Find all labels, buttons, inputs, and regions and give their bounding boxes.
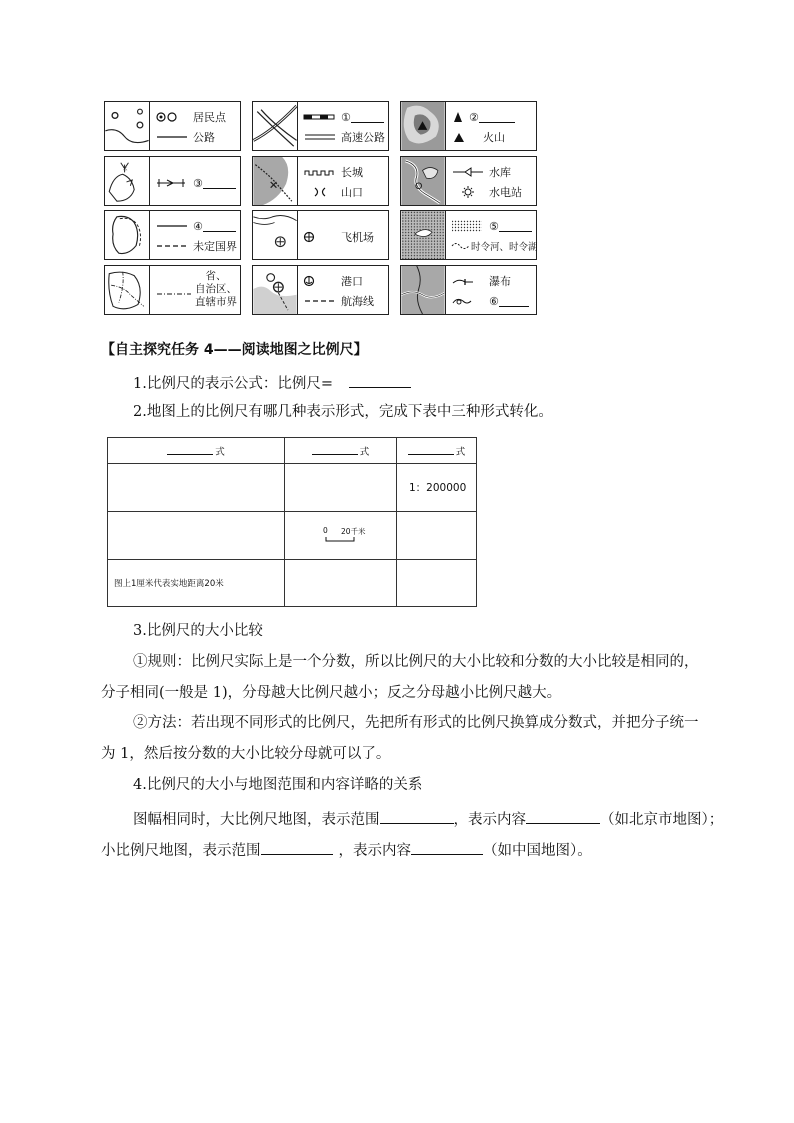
table-cell-input[interactable] [285, 464, 397, 512]
rule-line-1: ①规则：比例尺实际上是一个分数，所以比例尺的大小比较和分数的大小比较是相同的， [133, 654, 699, 670]
table-cell-input[interactable] [285, 560, 397, 607]
question-4: 4.比例尺的大小与地图范围和内容详略的关系 [133, 777, 423, 793]
province-symbol-icon [157, 285, 193, 304]
legend-row [451, 127, 532, 147]
table-header-row [108, 438, 477, 464]
undefined-border-symbol-icon [155, 240, 189, 252]
legend-label: 航海线 [341, 295, 374, 308]
question-3: 3.比例尺的大小比较 [133, 623, 263, 639]
conversion-table [107, 437, 477, 607]
map-thumb [105, 157, 150, 205]
line-scale [291, 524, 390, 548]
legend-cell-settlement-road [104, 101, 241, 151]
method-line-2: 为 1，然后按分数的大小比较分母就可以了。 [101, 746, 391, 762]
table-cell-input[interactable] [397, 560, 477, 607]
sentence-text: 图幅相同时，大比例尺地图，表示范围 [133, 812, 380, 828]
legend-row [451, 162, 532, 182]
legend-row [303, 127, 384, 147]
spring-symbol-icon [451, 295, 485, 307]
legend-row [303, 291, 384, 311]
settlement-symbol-icon [155, 111, 189, 123]
table-header-cell [285, 438, 397, 464]
legend-cell-reservoir-hydro [400, 156, 537, 206]
legend-row [451, 182, 532, 202]
legend-row [303, 107, 384, 127]
header-label: 式 [359, 446, 370, 458]
legend-label: 时令河、时令湖 [471, 242, 538, 253]
desert-symbol-icon [451, 220, 485, 232]
fill-blank[interactable] [479, 112, 515, 123]
legend-label: 火山 [483, 131, 505, 144]
scale-bar-icon [325, 536, 355, 542]
legend-label: 飞机场 [341, 231, 374, 244]
table-row [108, 464, 477, 512]
canal-symbol-icon [155, 177, 189, 189]
railway-symbol-icon [303, 111, 337, 123]
map-thumb [253, 102, 298, 150]
legend-cell-port-route [252, 265, 389, 315]
legend-label: 自治区、 [195, 283, 237, 295]
hydropower-symbol-icon [451, 186, 485, 198]
seasonal-river-symbol-icon [451, 240, 471, 252]
fill-blank[interactable] [408, 445, 454, 455]
sentence-text: （如中国地图）。 [483, 843, 592, 859]
legend-cell-desert-seasonal [400, 210, 537, 260]
fill-blank[interactable] [167, 445, 213, 455]
airport-symbol-icon [303, 231, 337, 243]
legend-label: ① [341, 110, 351, 124]
legend-row [155, 107, 236, 127]
legend-label: 高速公路 [341, 131, 385, 144]
fill-blank[interactable] [203, 178, 236, 189]
sentence-text: （如北京市地图）； [600, 812, 724, 828]
legend-cell-wall-pass [252, 156, 389, 206]
waterfall-symbol-icon [451, 275, 485, 287]
great-wall-symbol-icon [303, 166, 337, 178]
map-thumb [105, 102, 150, 150]
legend-row [155, 173, 236, 193]
legend-row [451, 107, 532, 127]
legend-label: 未定国界 [193, 240, 237, 253]
fill-blank[interactable] [380, 810, 454, 824]
port-symbol-icon [303, 275, 337, 287]
fill-blank[interactable] [261, 841, 333, 855]
fill-blank[interactable] [499, 296, 529, 307]
legend-label: 水电站 [489, 186, 522, 199]
fill-blank[interactable] [349, 374, 411, 388]
map-thumb [253, 157, 298, 205]
legend-row [155, 216, 236, 236]
fill-blank[interactable] [411, 841, 483, 855]
legend-row [155, 127, 236, 147]
line-scale-cell [285, 512, 397, 560]
table-row [108, 560, 477, 607]
legend-label: ③ [193, 176, 203, 190]
sentence-1 [133, 810, 723, 828]
legend-row [303, 271, 384, 291]
fill-blank[interactable] [312, 445, 358, 455]
map-thumb [253, 211, 298, 259]
legend-row [451, 236, 538, 256]
table-cell: 1：200000 [397, 464, 477, 512]
question-1 [133, 374, 411, 392]
fill-blank[interactable] [203, 221, 236, 232]
fill-blank[interactable] [526, 810, 600, 824]
rule-line-2: 分子相同(一般是 1)，分母越大比例尺越小；反之分母越小比例尺越大。 [101, 685, 562, 701]
legend-cell-airport [252, 210, 389, 260]
section-heading: 【自主探究任务 4——阅读地图之比例尺】 [101, 342, 368, 358]
legend-label: 瀑布 [489, 275, 511, 288]
sentence-text: ，表示内容 [453, 812, 526, 828]
table-header-cell [397, 438, 477, 464]
sentence-2 [101, 841, 592, 859]
sentence-text: 小比例尺地图，表示范围 [101, 843, 261, 859]
map-thumb [105, 266, 150, 314]
legend-cell-peak-volcano [400, 101, 537, 151]
legend-row [303, 182, 384, 202]
map-thumb [401, 211, 446, 259]
map-thumb [401, 157, 446, 205]
sea-route-symbol-icon [303, 295, 337, 307]
legend-label: 省、 [205, 270, 227, 282]
legend-label: ⑤ [489, 219, 499, 233]
legend-row [451, 216, 532, 236]
legend-label: ② [469, 110, 479, 124]
question-2: 2.地图上的比例尺有哪几种表示形式，完成下表中三种形式转化。 [133, 404, 553, 420]
map-thumb [253, 266, 298, 314]
expressway-symbol-icon [303, 131, 337, 143]
legend-label: 水库 [489, 166, 511, 179]
legend-label: 港口 [341, 275, 363, 288]
table-cell-input[interactable] [108, 512, 285, 560]
legend-row [155, 236, 236, 256]
svg-text:木: 木 [122, 167, 128, 173]
table-cell: 图上1厘米代表实地距离20米 [108, 560, 285, 607]
question-1-text: 1.比例尺的表示公式：比例尺= [133, 376, 333, 392]
legend-label: 长城 [341, 166, 363, 179]
table-cell-input[interactable] [108, 464, 285, 512]
reservoir-symbol-icon [451, 166, 485, 178]
scale-distance-label: 20千米 [341, 526, 366, 536]
legend-row [451, 291, 532, 311]
table-row [108, 512, 477, 560]
national-border-symbol-icon [155, 220, 189, 232]
legend-cell-canal [104, 156, 241, 206]
map-thumb [105, 211, 150, 259]
method-line-1: ②方法：若出现不同形式的比例尺，先把所有形式的比例尺换算成分数式，并把分子统一 [133, 715, 699, 731]
legend-cell-waterfall [400, 265, 537, 315]
header-label: 式 [455, 446, 466, 458]
fill-blank[interactable] [351, 112, 384, 123]
map-thumb [401, 102, 446, 150]
volcano-symbol-icon [451, 131, 479, 143]
legend-row [451, 271, 532, 291]
fill-blank[interactable] [499, 221, 532, 232]
legend-cell-province [104, 265, 241, 315]
table-header-cell [108, 438, 285, 464]
mountain-pass-symbol-icon [303, 186, 337, 198]
legend-row [303, 227, 384, 247]
legend-label: 居民点 [193, 111, 226, 124]
legend-cell-railway-expressway [252, 101, 389, 151]
sentence-text: ，表示内容 [338, 843, 411, 859]
scale-zero-label: 0 [323, 525, 328, 535]
map-thumb [401, 266, 446, 314]
legend-label: 直辖市界 [195, 296, 237, 308]
legend-label: ⑥ [489, 294, 499, 308]
legend-label: 公路 [193, 131, 215, 144]
road-symbol-icon [155, 131, 189, 143]
legend-row [303, 162, 384, 182]
peak-symbol-icon [451, 111, 465, 123]
header-label: 式 [215, 446, 225, 458]
legend-label: 山口 [341, 186, 363, 199]
table-cell-input[interactable] [397, 512, 477, 560]
map-legend-grid [104, 101, 540, 315]
legend-cell-border [104, 210, 241, 260]
province-label-stack [193, 270, 239, 309]
legend-label: ④ [193, 219, 203, 233]
